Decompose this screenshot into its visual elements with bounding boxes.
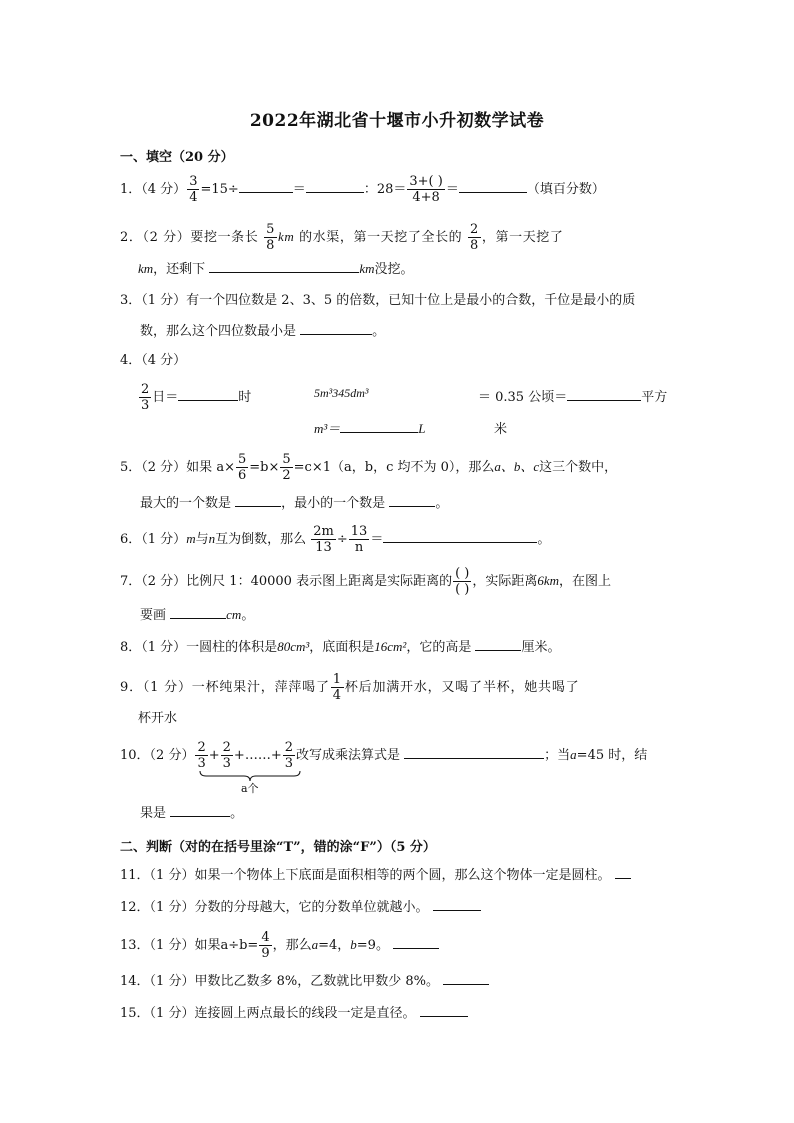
q2-blank[interactable]: [209, 260, 359, 273]
q6-fraction-2-numerator: 13: [350, 524, 368, 539]
q10-tail: ；当: [544, 748, 571, 763]
q8-blank[interactable]: [475, 638, 521, 651]
question-2: [120, 222, 564, 253]
q10-fraction-3-denominator: 3: [284, 756, 293, 771]
q4-part-d: [314, 418, 426, 437]
q3-end: 。: [372, 324, 386, 339]
q5-prefix: 5．（2 分）如果: [120, 460, 213, 475]
question-5: [120, 452, 617, 483]
q2-suffix: ，第一天挖了: [481, 230, 564, 245]
q7-prefix: 7．（2 分）比例尺 1：40000 表示图上距离是实际距离的: [120, 574, 453, 589]
q7-fraction-numerator: ( ): [455, 566, 470, 581]
q8-base-text: ，底面积是: [309, 640, 375, 655]
q8-base-value: 16cm²: [374, 639, 407, 654]
q9-fraction-numerator: 1: [332, 672, 342, 687]
q6-n: n: [208, 531, 216, 546]
q10-fraction-2-numerator: 2: [222, 740, 231, 755]
page-title: 2022年湖北省十堰市小升初数学试卷: [249, 111, 545, 131]
q5-smallest-text: ，最小的一个数是: [281, 496, 386, 511]
question-13: [120, 930, 439, 961]
q4-a-text: 日＝: [152, 390, 179, 405]
q4-d-text: m³＝: [314, 421, 341, 436]
q4-part-e: 米: [494, 422, 508, 437]
q7-fraction-denominator: ( ): [455, 582, 470, 597]
q1-fraction-numerator: 3: [189, 174, 198, 189]
q13-fraction-denominator: 9: [261, 946, 270, 961]
q6-m: m: [186, 531, 196, 546]
q2-unit-3: km: [359, 261, 375, 276]
q6-fraction-2-denominator: n: [354, 540, 364, 555]
q5-fraction-1: [236, 452, 248, 483]
question-1: [120, 174, 605, 205]
q5-tail: 这三个数中，: [539, 460, 618, 475]
q7-draw-text: 要画: [140, 608, 167, 623]
q7-blank[interactable]: [170, 606, 226, 619]
q10-blank-2[interactable]: [170, 804, 230, 817]
q1-fraction-2-numerator: 3+( ): [409, 174, 443, 189]
q2-fraction-denominator: 8: [266, 238, 275, 253]
q6-divide: ÷: [336, 532, 348, 547]
question-11: [120, 866, 631, 885]
q10-fraction-1-numerator: 2: [197, 740, 206, 755]
q8-volume-value: 80cm³: [277, 639, 310, 654]
q10-result-text: 果是: [140, 806, 167, 821]
q5-blank-smallest[interactable]: [389, 494, 435, 507]
q5-blank-largest[interactable]: [235, 494, 281, 507]
q10-plus: +: [208, 748, 220, 763]
q11-blank[interactable]: [615, 866, 631, 879]
q5-b: =b×: [249, 460, 280, 475]
q6-fraction-1-numerator: 2m: [313, 524, 334, 539]
q10-prefix: 10．（2 分）: [120, 748, 195, 763]
q4-c-text: ＝ 0.35 公顷＝: [478, 390, 568, 405]
q10-fraction-2-denominator: 3: [222, 756, 231, 771]
q1-equals-2: ＝: [445, 182, 459, 197]
q2-end-text: 没挖。: [374, 262, 414, 277]
question-3-line-2: [140, 322, 385, 341]
q8-volume-text: 8．（1 分）一圆柱的体积是: [120, 640, 278, 655]
q1-fraction-2-denominator: 4+8: [412, 190, 440, 205]
q1-blank-2[interactable]: [306, 180, 364, 193]
q13-mid: ，那么: [272, 938, 312, 953]
q8-unit: 厘米。: [521, 640, 561, 655]
q5-fraction-1-denominator: 6: [237, 468, 247, 483]
q13-fraction-numerator: 4: [261, 930, 270, 945]
q5-fraction-2-denominator: 2: [282, 468, 291, 483]
q7-end: 。: [241, 608, 255, 623]
q13-a: a: [311, 937, 319, 952]
q10-mid: 改写成乘法算式是: [296, 748, 401, 763]
q10-dots: +……+: [233, 748, 282, 763]
q2-fraction-numerator: 5: [266, 222, 275, 237]
q1-text-mid: =15÷: [200, 182, 239, 197]
q6-end: 。: [537, 532, 551, 547]
q10-a: a: [570, 747, 577, 762]
question-2-line-2: [138, 260, 414, 279]
q10-fraction-3-numerator: 2: [284, 740, 293, 755]
q5-end: 。: [435, 496, 449, 511]
q6-fraction-1-denominator: 13: [315, 540, 332, 555]
q7-distance: 6km: [537, 573, 560, 588]
q5-fraction-2-numerator: 5: [282, 452, 291, 467]
q6-fraction-2: [349, 524, 370, 555]
q2-fraction-2-numerator: 2: [470, 222, 479, 237]
q9-fraction: [331, 672, 344, 703]
q1-fraction-denominator: 4: [189, 190, 198, 205]
q7-unit: cm: [226, 607, 242, 622]
q4-blank-c[interactable]: [567, 388, 641, 401]
q4-part-b: 5m³345dm³: [314, 386, 369, 400]
q5-fraction-1-numerator: 5: [237, 452, 247, 467]
q5-c: =c×1（a，b，c 均不为 0），那么: [293, 460, 495, 475]
q5-largest-text: 最大的一个数是: [140, 496, 232, 511]
q7-mid: ，实际距离: [472, 574, 538, 589]
q2-remaining-text: ，还剩下: [153, 262, 206, 277]
q9-prefix: 9．（1 分）一杯纯果汁，萍萍喝了: [120, 680, 330, 695]
q4-blank-a[interactable]: [178, 388, 238, 401]
q4-blank-d[interactable]: [340, 420, 418, 433]
q4-part-a: [138, 382, 251, 413]
q2-fraction: [264, 222, 277, 253]
q4-a-unit: 时: [238, 390, 252, 405]
section-heading-fill-blank: 一、填空（20 分）: [120, 150, 234, 165]
q4-fraction-numerator: 2: [141, 382, 150, 397]
q10-fraction-1: [195, 740, 207, 771]
q14-text: 14．（1 分）甲数比乙数多 8%，乙数就比甲数少 8%。: [120, 974, 439, 989]
q13-blank[interactable]: [393, 936, 439, 949]
q13-mid-2: =4，: [318, 938, 351, 953]
q1-prefix: 1．（4 分）: [120, 182, 187, 197]
q6-equals: ＝: [370, 532, 384, 547]
q13-expression: a÷b=: [220, 938, 259, 953]
question-6: [120, 524, 550, 555]
q14-blank[interactable]: [443, 972, 489, 985]
q6-prefix: 6．（1 分）: [120, 532, 187, 547]
question-10: [120, 740, 647, 771]
question-15: [120, 1004, 468, 1023]
question-4: 4．（4 分）: [120, 353, 187, 368]
q2-text-mid: 的水渠，第一天挖了全长的: [299, 230, 463, 245]
q10-tail-2: =45 时，结: [576, 748, 648, 763]
q6-blank[interactable]: [383, 530, 537, 543]
q4-part-c: [478, 386, 667, 405]
question-3: 3．（1 分）有一个四位数是 2、3、5 的倍数，已知十位上是最小的合数，千位是最小的质: [120, 293, 636, 308]
q15-text: 15．（1 分）连接圆上两点最长的线段一定是直径。: [120, 1006, 416, 1021]
q4-c-unit: 平方: [641, 390, 668, 405]
q8-height-text: ，它的高是: [406, 640, 472, 655]
q1-fraction: [187, 174, 199, 205]
q1-blank-1[interactable]: [239, 180, 293, 193]
q11-text: 11．（1 分）如果一个物体上下底面是面积相等的两个圆，那么这个物体一定是圆柱。: [120, 868, 611, 883]
question-7-line-2: [140, 606, 254, 625]
q6-fraction-1: [311, 524, 336, 555]
question-10-line-2: [140, 804, 243, 823]
q12-text: 12．（1 分）分数的分母越大，它的分数单位就越小。: [120, 900, 429, 915]
q3-blank[interactable]: [300, 322, 372, 335]
q4-d-unit: L: [418, 421, 426, 436]
question-8: [120, 638, 561, 657]
q5-fraction-2: [280, 452, 292, 483]
q10-brace-label: a个: [241, 782, 259, 795]
q6-mid: 与: [195, 532, 209, 547]
q4-fraction: [139, 382, 151, 413]
q1-suffix: （填百分数）: [526, 182, 605, 197]
question-9-line-2: 杯开水: [138, 711, 178, 726]
q10-fraction-1-denominator: 3: [197, 756, 206, 771]
q1-equals-1: ＝: [292, 182, 306, 197]
q13-b: b: [350, 937, 357, 952]
q1-ratio-text: ：28＝: [363, 182, 407, 197]
q2-unit: km: [277, 229, 295, 244]
q1-fraction-2: [407, 174, 444, 205]
section-heading-judgement: 二、判断（对的在括号里涂“T”，错的涂“F”）（5 分）: [120, 840, 436, 855]
q13-tail: =9。: [356, 938, 389, 953]
q7-tail: ，在图上: [559, 574, 612, 589]
q13-prefix: 13．（1 分）如果: [120, 938, 221, 953]
q5-a: a×: [216, 460, 235, 475]
question-12: [120, 898, 481, 917]
q15-blank[interactable]: [420, 1004, 468, 1017]
q2-prefix: 2．（2 分）要挖一条长: [120, 230, 259, 245]
q7-fraction: [453, 566, 471, 597]
q2-fraction-2: [468, 222, 481, 253]
q10-end: 。: [230, 806, 244, 821]
q12-blank[interactable]: [433, 898, 481, 911]
q13-fraction: [259, 930, 271, 961]
q5-abc: a、b、c: [494, 459, 540, 474]
question-7: [120, 566, 611, 597]
q9-fraction-denominator: 4: [332, 688, 342, 703]
q2-unit-2: km: [138, 261, 154, 276]
question-14: [120, 972, 489, 991]
q3-text: 数，那么这个四位数最小是: [140, 324, 297, 339]
q1-blank-3[interactable]: [459, 180, 527, 193]
q2-fraction-2-denominator: 8: [470, 238, 479, 253]
question-9: [120, 672, 579, 703]
q9-tail: 杯后加满开水，又喝了半杯，她共喝了: [344, 680, 580, 695]
question-5-line-2: [140, 494, 448, 513]
q6-mid-2: 互为倒数，那么: [215, 532, 307, 547]
q10-blank-1[interactable]: [404, 746, 544, 759]
q10-fraction-3: [283, 740, 295, 771]
q10-fraction-2: [221, 740, 233, 771]
q4-fraction-denominator: 3: [141, 398, 150, 413]
